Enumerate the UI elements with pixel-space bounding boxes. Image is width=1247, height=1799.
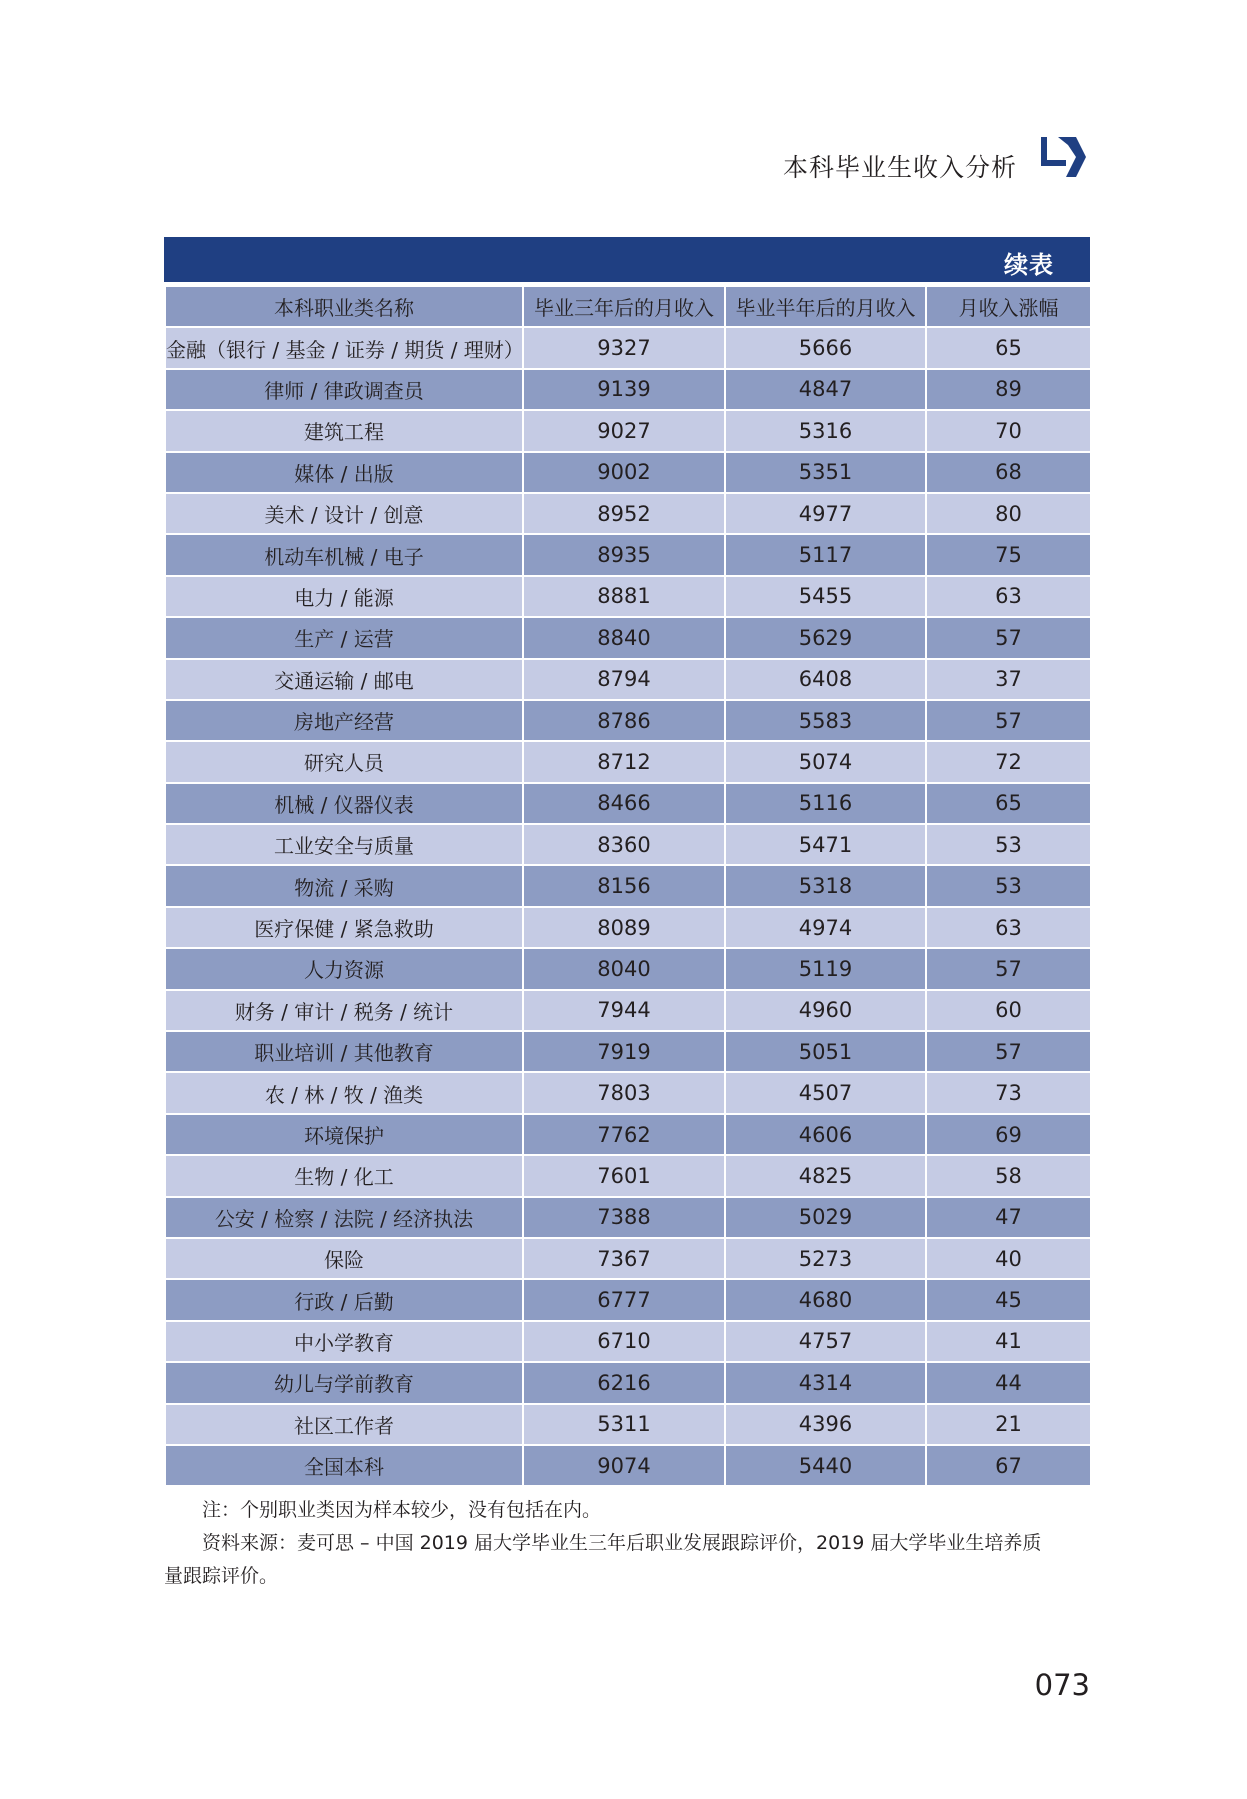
cell-income-6mo: 5316 [725,410,926,451]
source-text: 资料来源：麦可思 – 中国 2019 届大学毕业生三年后职业发展跟踪评价，2019 届大学毕业生培养质 [202,1532,1042,1554]
cell-income-6mo: 4847 [725,369,926,410]
cell-income-3yr: 7762 [523,1114,725,1155]
cell-growth: 41 [926,1321,1091,1362]
cell-income-6mo: 5318 [725,865,926,906]
cell-income-3yr: 8840 [523,617,725,658]
table-row [165,410,1091,451]
cell-income-3yr: 8712 [523,741,725,782]
cell-growth: 53 [926,865,1091,906]
cell-occupation: 金融（银行 / 基金 / 证券 / 期货 / 理财） [165,327,523,368]
cell-occupation: 生物 / 化工 [165,1155,523,1196]
cell-income-6mo: 5119 [725,948,926,989]
cell-income-6mo: 4757 [725,1321,926,1362]
table-row [165,1362,1091,1403]
cell-growth: 69 [926,1114,1091,1155]
table-row [165,1445,1091,1486]
cell-occupation: 电力 / 能源 [165,576,523,617]
cell-income-3yr: 7944 [523,990,725,1031]
cell-growth: 68 [926,452,1091,493]
cell-income-3yr: 6216 [523,1362,725,1403]
cell-growth: 80 [926,493,1091,534]
cell-income-3yr: 8466 [523,783,725,824]
cell-occupation: 律师 / 律政调查员 [165,369,523,410]
cell-income-6mo: 5029 [725,1197,926,1238]
cell-occupation: 公安 / 检察 / 法院 / 经济执法 [165,1197,523,1238]
table-header-row [165,286,1091,327]
cell-income-6mo: 5666 [725,327,926,368]
running-title: 本科毕业生收入分析 [782,153,1017,182]
table-row [165,1404,1091,1445]
cell-income-6mo: 5116 [725,783,926,824]
table-row [165,493,1091,534]
cell-income-6mo: 4314 [725,1362,926,1403]
cell-income-6mo: 4396 [725,1404,926,1445]
cell-income-3yr: 9027 [523,410,725,451]
cell-income-3yr: 6710 [523,1321,725,1362]
cell-income-6mo: 5117 [725,534,926,575]
cell-occupation: 幼儿与学前教育 [165,1362,523,1403]
cell-income-3yr: 9139 [523,369,725,410]
table-row [165,1114,1091,1155]
cell-occupation: 建筑工程 [165,410,523,451]
cell-income-6mo: 6408 [725,659,926,700]
cell-income-3yr: 8881 [523,576,725,617]
cell-income-3yr: 9074 [523,1445,725,1486]
cell-growth: 70 [926,410,1091,451]
table-notes [164,1494,1090,1593]
table-row [165,327,1091,368]
cell-growth: 37 [926,659,1091,700]
table-row [165,534,1091,575]
cell-growth: 45 [926,1279,1091,1320]
table-row [165,1238,1091,1279]
cell-occupation: 社区工作者 [165,1404,523,1445]
table-row [165,948,1091,989]
cell-growth: 67 [926,1445,1091,1486]
cell-income-3yr: 7919 [523,1031,725,1072]
cell-growth: 57 [926,1031,1091,1072]
table-row [165,741,1091,782]
cell-income-3yr: 7601 [523,1155,725,1196]
cell-occupation: 财务 / 审计 / 税务 / 统计 [165,990,523,1031]
cell-occupation: 研究人员 [165,741,523,782]
cell-growth: 58 [926,1155,1091,1196]
cell-occupation: 美术 / 设计 / 创意 [165,493,523,534]
cell-occupation: 农 / 林 / 牧 / 渔类 [165,1072,523,1113]
cell-occupation: 交通运输 / 邮电 [165,659,523,700]
table-row [165,783,1091,824]
cell-growth: 65 [926,783,1091,824]
cell-income-3yr: 8040 [523,948,725,989]
table-row [165,824,1091,865]
table-row [165,1321,1091,1362]
table-row [165,617,1091,658]
cell-growth: 75 [926,534,1091,575]
cell-growth: 57 [926,700,1091,741]
cell-income-6mo: 4825 [725,1155,926,1196]
cell-growth: 63 [926,907,1091,948]
cell-growth: 53 [926,824,1091,865]
table-row [165,1197,1091,1238]
cell-income-6mo: 5051 [725,1031,926,1072]
cell-income-6mo: 5440 [725,1445,926,1486]
cell-growth: 65 [926,327,1091,368]
cell-growth: 44 [926,1362,1091,1403]
cell-income-6mo: 4507 [725,1072,926,1113]
cell-income-6mo: 5471 [725,824,926,865]
cell-income-3yr: 8935 [523,534,725,575]
cell-income-3yr: 7388 [523,1197,725,1238]
cell-income-6mo: 5074 [725,741,926,782]
cell-growth: 73 [926,1072,1091,1113]
table-caption: 续表 [1004,251,1054,279]
column-header-growth: 月收入涨幅 [926,286,1091,327]
cell-income-6mo: 4680 [725,1279,926,1320]
cell-occupation: 中小学教育 [165,1321,523,1362]
table-row [165,576,1091,617]
cell-income-3yr: 8952 [523,493,725,534]
cell-income-3yr: 8360 [523,824,725,865]
cell-income-6mo: 5629 [725,617,926,658]
cell-income-3yr: 8089 [523,907,725,948]
cell-income-3yr: 8156 [523,865,725,906]
cell-income-3yr: 8786 [523,700,725,741]
table-row [165,1072,1091,1113]
cell-growth: 40 [926,1238,1091,1279]
table-row [165,907,1091,948]
income-table [164,237,1090,1487]
cell-income-6mo: 5455 [725,576,926,617]
cell-income-3yr: 9002 [523,452,725,493]
source-text-continued: 量跟踪评价。 [164,1565,279,1587]
page-number: 073 [1034,1668,1090,1702]
table-row [165,659,1091,700]
table-row [165,1031,1091,1072]
cell-income-6mo: 5273 [725,1238,926,1279]
cell-growth: 57 [926,617,1091,658]
table-row [165,1155,1091,1196]
cell-income-6mo: 4960 [725,990,926,1031]
cell-occupation: 人力资源 [165,948,523,989]
cell-income-6mo: 4977 [725,493,926,534]
table-row [165,1279,1091,1320]
table-row [165,369,1091,410]
chapter-mark-icon [1040,133,1094,181]
cell-income-6mo: 5583 [725,700,926,741]
cell-growth: 72 [926,741,1091,782]
note-text: 注：个别职业类因为样本较少，没有包括在内。 [202,1499,602,1521]
table-row [165,452,1091,493]
cell-occupation: 全国本科 [165,1445,523,1486]
cell-occupation: 医疗保健 / 紧急救助 [165,907,523,948]
cell-growth: 63 [926,576,1091,617]
cell-income-3yr: 5311 [523,1404,725,1445]
cell-income-3yr: 7803 [523,1072,725,1113]
cell-occupation: 房地产经营 [165,700,523,741]
cell-growth: 89 [926,369,1091,410]
cell-occupation: 生产 / 运营 [165,617,523,658]
data-table [164,285,1092,1487]
cell-occupation: 保险 [165,1238,523,1279]
column-header-occupation: 本科职业类名称 [165,286,523,327]
cell-occupation: 机械 / 仪器仪表 [165,783,523,824]
table-body [165,327,1091,1486]
cell-occupation: 物流 / 采购 [165,865,523,906]
table-row [165,990,1091,1031]
cell-growth: 60 [926,990,1091,1031]
table-row [165,865,1091,906]
table-caption-bar [164,237,1090,282]
cell-income-3yr: 6777 [523,1279,725,1320]
cell-occupation: 环境保护 [165,1114,523,1155]
column-header-income-3yr: 毕业三年后的月收入 [523,286,725,327]
cell-occupation: 机动车机械 / 电子 [165,534,523,575]
cell-income-3yr: 9327 [523,327,725,368]
table-row [165,700,1091,741]
cell-income-3yr: 8794 [523,659,725,700]
cell-income-6mo: 5351 [725,452,926,493]
cell-occupation: 媒体 / 出版 [165,452,523,493]
cell-growth: 21 [926,1404,1091,1445]
cell-occupation: 职业培训 / 其他教育 [165,1031,523,1072]
cell-growth: 57 [926,948,1091,989]
cell-income-6mo: 4974 [725,907,926,948]
column-header-income-6mo: 毕业半年后的月收入 [725,286,926,327]
cell-income-6mo: 4606 [725,1114,926,1155]
cell-income-3yr: 7367 [523,1238,725,1279]
cell-occupation: 工业安全与质量 [165,824,523,865]
cell-occupation: 行政 / 后勤 [165,1279,523,1320]
cell-growth: 47 [926,1197,1091,1238]
